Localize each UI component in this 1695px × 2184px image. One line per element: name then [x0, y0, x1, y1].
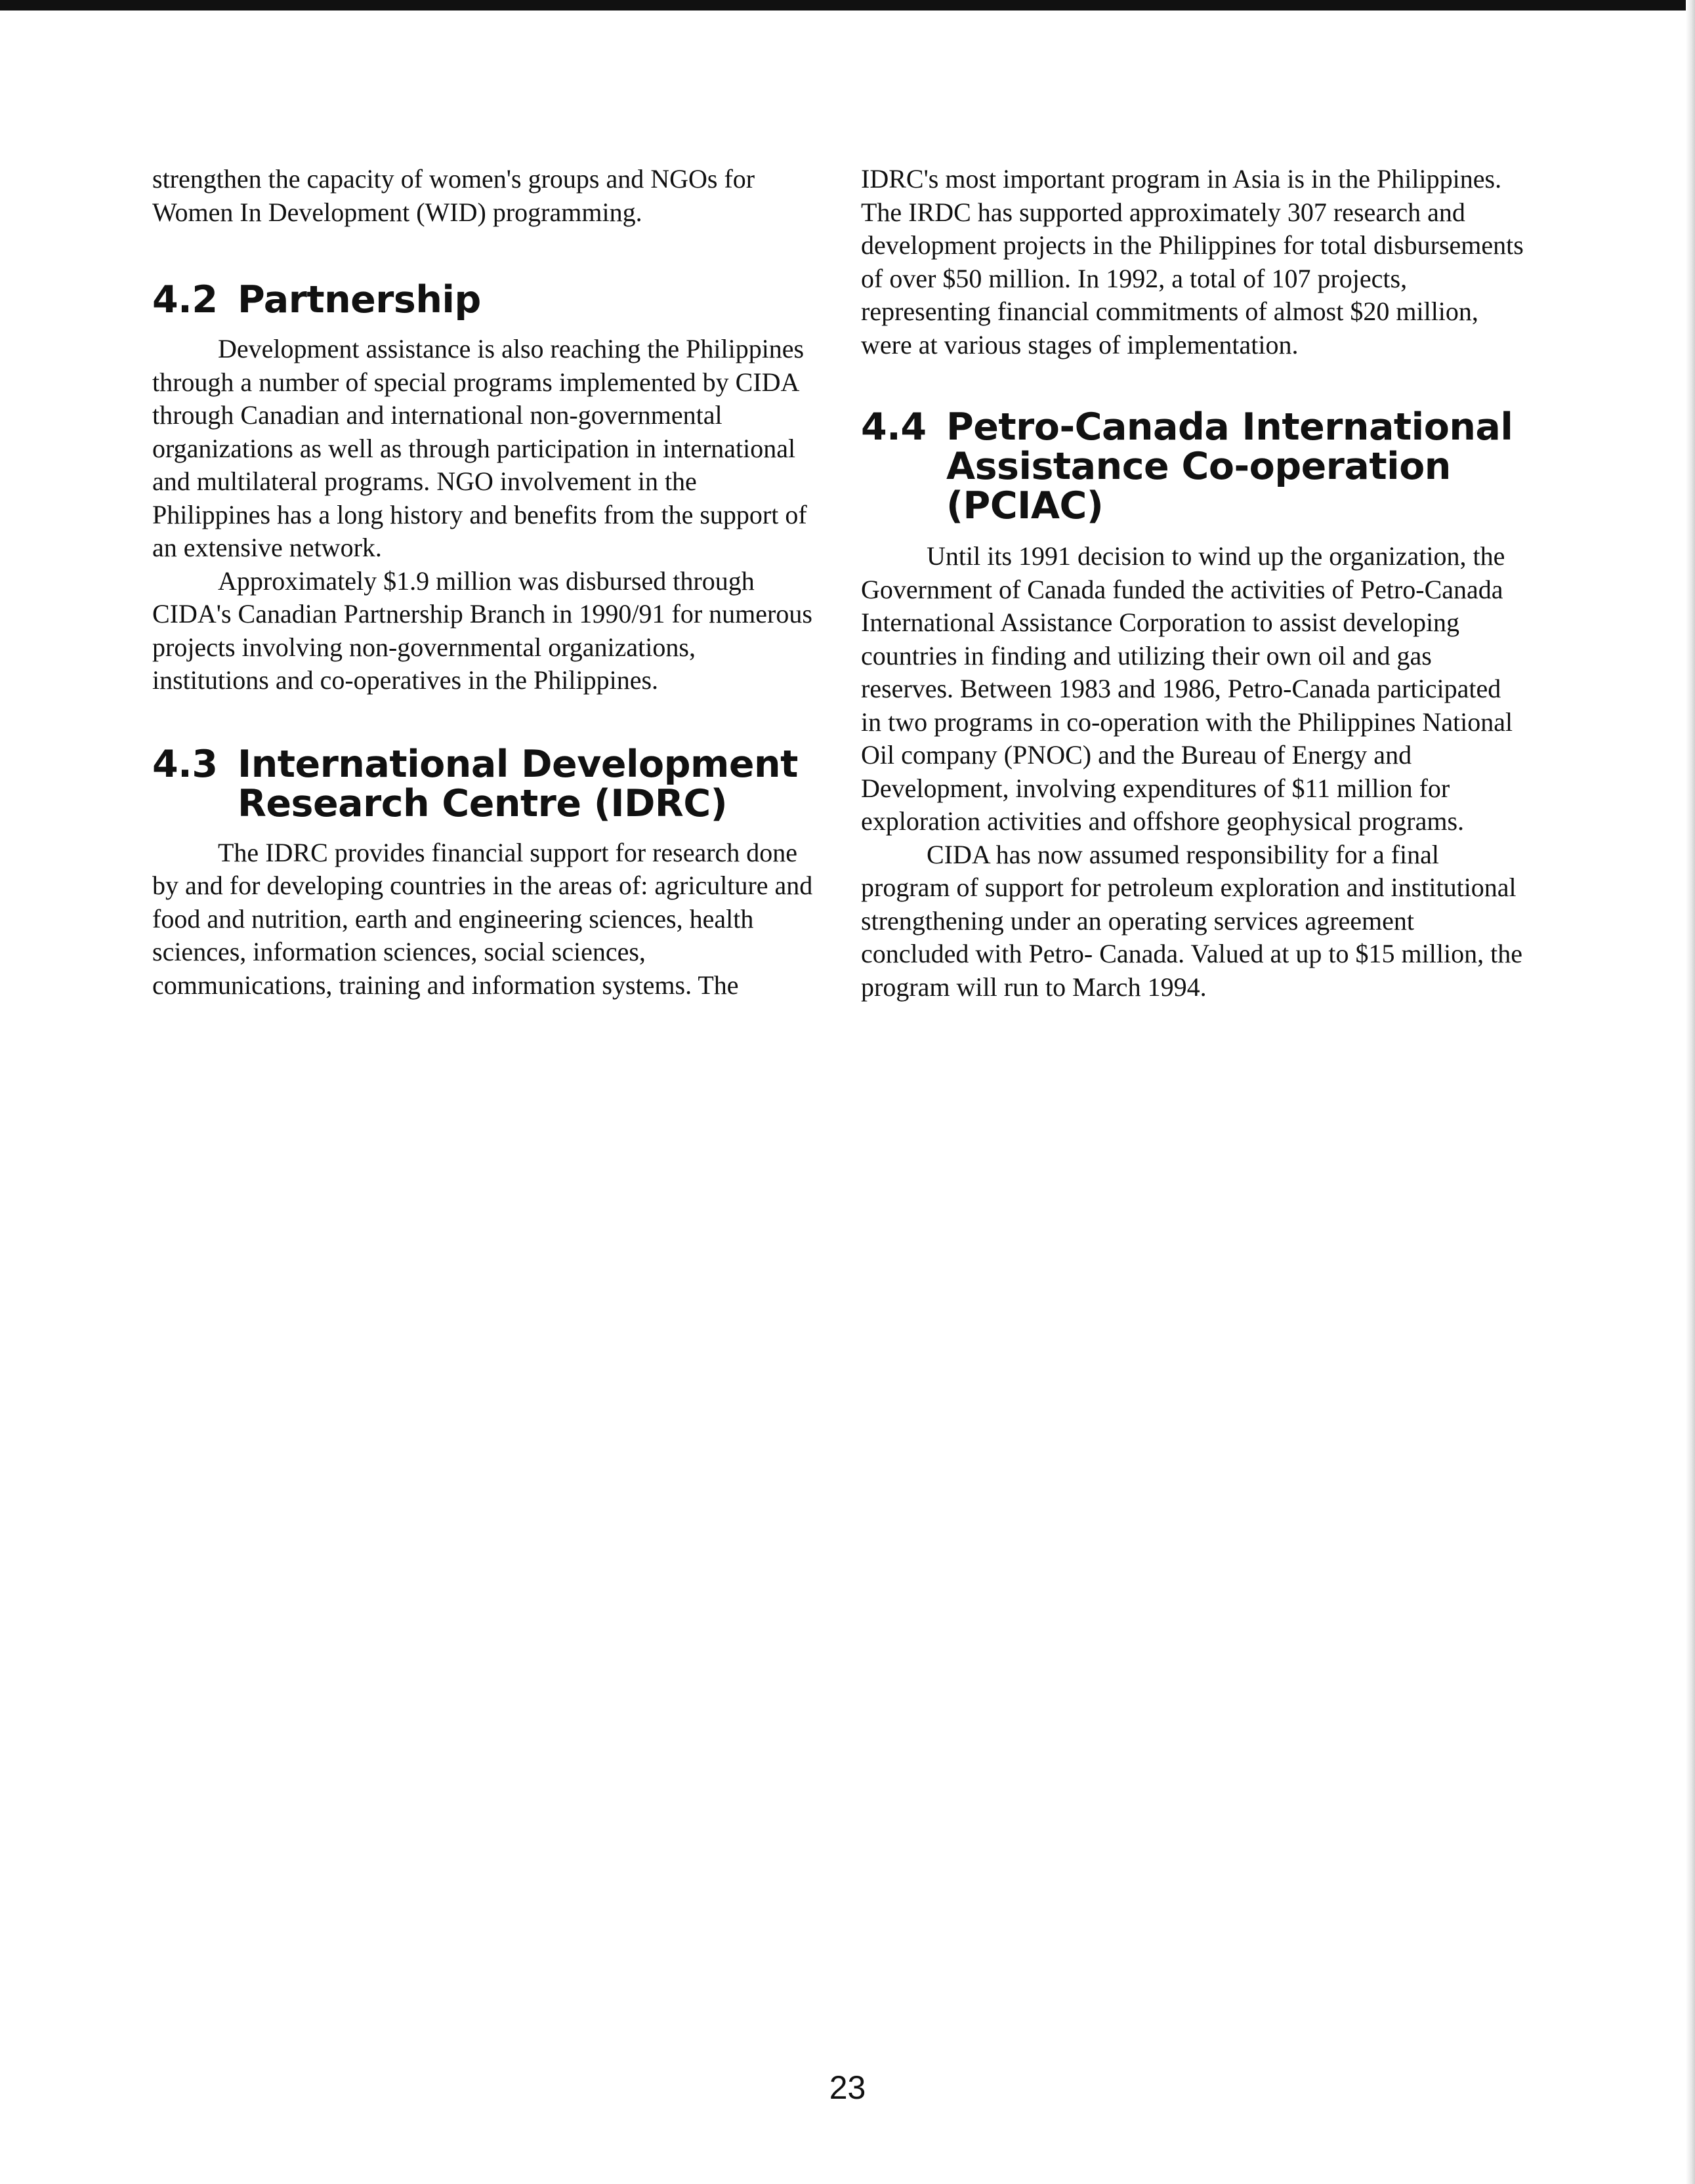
- section-number: 4.4: [861, 405, 927, 449]
- idrc-paragraph-1: The IDRC provides financial support for research done by and for developing countries in the areas of: agriculture and food and nutrition, earth and engineering sciences, health sciences, information sciences, social sciences, communications, training and information systems. The: [152, 837, 813, 1000]
- right-column: [861, 163, 1528, 1004]
- section-heading-4-2: [152, 280, 815, 319]
- section-heading-4-3: [152, 742, 815, 825]
- idrc-continued-paragraph: IDRC's most important program in Asia is in the Philippines. The IRDC has supported approximately 307 research and development projects in the Philippines for total disbursements of over $50 million. In 1992, a total of 107 projects, representing financial commitments of almost $20 million, were at various stages of implementation.: [861, 164, 1524, 360]
- section-title: Petro-Canada International Assistance Co-operation (PCIAC): [946, 405, 1513, 527]
- partnership-paragraph-2: Approximately $1.9 million was disbursed through CIDA's Canadian Partnership Branch in 1990/91 for numerous projects involving non-governmental organizations, institutions and co-operatives in the Philippines.: [152, 566, 812, 695]
- section-title: Partnership: [238, 278, 481, 321]
- pciac-paragraph-1: Until its 1991 decision to wind up the organization, the Government of Canada funded the activities of Petro-Canada International Assistance Corporation to assist developing countries in finding and utilizing their own oil and gas reserves. Between 1983 and 1986, Petro-Canada participated in two programs in co-operation with the Philippines National Oil company (PNOC) and the Bureau of Energy and Development, involving expenditures of $11 million for exploration activities and offshore geophysical programs.: [861, 541, 1513, 836]
- pciac-paragraph-2: CIDA has now assumed responsibility for a final program of support for petroleum exploration and institutional strengthening under an operating services agreement concluded with Petro- Canada. Valued at up to $15 million, the program will run to March 1994.: [861, 839, 1522, 1002]
- page-edge-shadow: [1686, 0, 1695, 2184]
- section-title: International Development Research Centre (IDRC): [238, 742, 798, 825]
- section-heading-4-4: [861, 407, 1528, 525]
- left-column: [152, 163, 815, 1002]
- top-border-rule: [0, 0, 1695, 10]
- intro-paragraph: strengthen the capacity of women's groups and NGOs for Women In Development (WID) programming.: [152, 164, 755, 227]
- section-number: 4.3: [152, 742, 218, 786]
- partnership-paragraph-1: Development assistance is also reaching the Philippines through a number of special programs implemented by CIDA through Canadian and international non-governmental organizations as well as through participation in international and multilateral programs. NGO involvement in the Philippines has a long history and benefits from the support of an extensive network.: [152, 334, 807, 562]
- section-number: 4.2: [152, 278, 218, 321]
- page-number: 23: [829, 2069, 866, 2106]
